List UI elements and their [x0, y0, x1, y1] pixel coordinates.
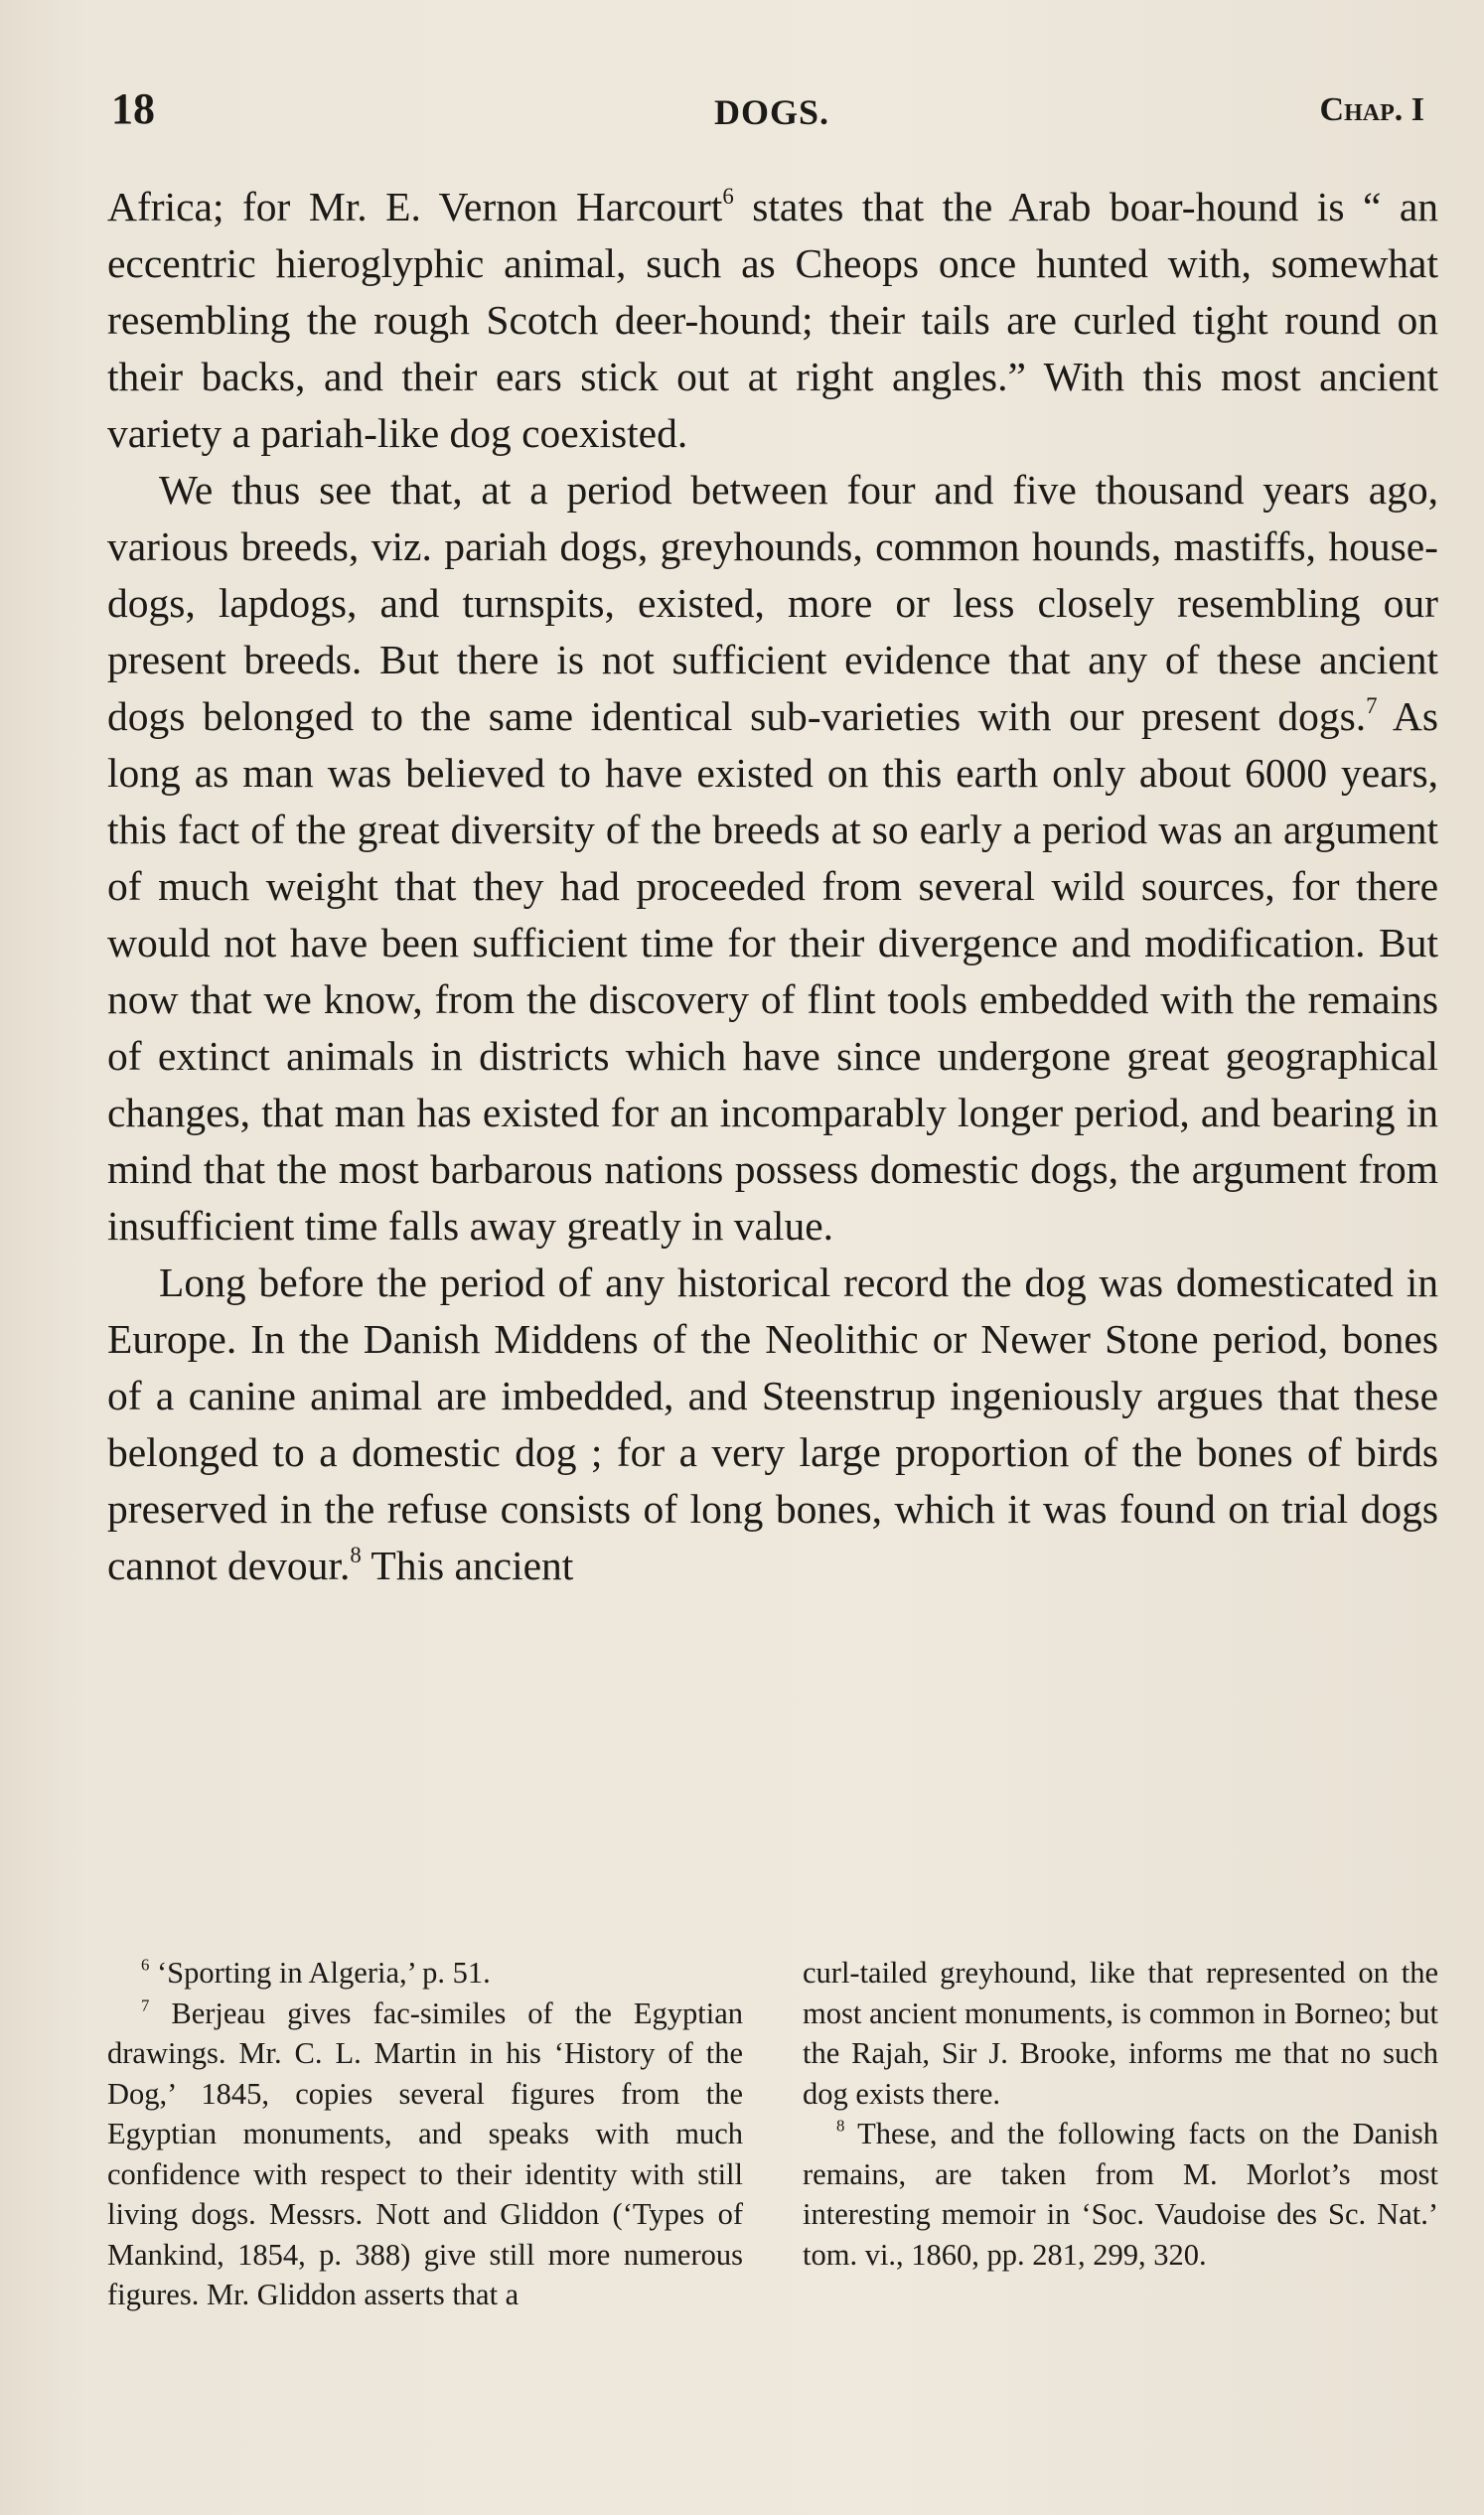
paragraph-1-text-b: states that the Arab boar-hound is “ an eccentric hieroglyphic animal, such as Cheops once hunted with, somewhat resembling the rough Scotch deer-hound; their tails are curled tight round on their backs, and their ears stick out at right angles.” With this most ancient variety a pariah-like dog coexisted. [107, 184, 1438, 456]
page-header [111, 83, 1432, 143]
chapter-label: Chap. I [1319, 91, 1424, 128]
main-text [107, 179, 1438, 1594]
footnote-ref-7: 7 [1366, 692, 1378, 718]
paragraph-2-text-b: As long as man was believed to have existed on this earth only about 6000 years, this fact of the great diversity of the breeds at so early a period was an argument of much weight that they had proceeded from several wild sources, for there would not have been sufficient time for their divergence and modification. But now that we know, from the discovery of flint tools embedded with the remains of extinct animals in districts which have since undergone great geographical changes, that man has existed for an incomparably longer period, and bearing in mind that the most barbarous nations possess domestic dogs, the argument from insufficient time falls away greatly in value. [107, 693, 1438, 1249]
footnote-7-mark: 7 [141, 1995, 150, 2014]
paragraph-3-text-b: This ancient [361, 1543, 574, 1588]
footnote-7 [107, 1994, 743, 2315]
footnotes-right-column [803, 1953, 1438, 2275]
page-number: 18 [111, 84, 155, 133]
footnote-6-text: ‘Sporting in Algeria,’ p. 51. [149, 1956, 491, 1990]
footnote-7-text: Berjeau gives fac-similes of the Egyptian drawings. Mr. C. L. Martin in his ‘History of the Dog,’ 1845, copies several figures from the Egyptian monuments, and speaks with much confidence with respect to their identity with still living dogs. Messrs. Nott and Gliddon (‘Types of Mankind, 1854, p. 388) give still more numerous figures. Mr. Gliddon asserts that a [107, 1996, 743, 2311]
paragraph-2-text-a: We thus see that, at a period between four and five thousand years ago, various breeds, viz. pariah dogs, greyhounds, common hounds, mastiffs, house-dogs, lapdogs, and turnspits, existed, more or less closely resembling our present breeds. But there is not sufficient evidence that any of these ancient dogs belonged to the same identical sub-varieties with our present dogs. [107, 467, 1438, 739]
paragraph-3-text-a: Long before the period of any historical record the dog was domesticated in Europe. In the Danish Middens of the Neolithic or Newer Stone period, bones of a canine animal are imbedded, and Steenstrup ingeniously argues that these belonged to a domestic dog ; for a very large proportion of the bones of birds preserved in the refuse consists of long bones, which it was found on trial dogs cannot devour. [107, 1259, 1438, 1588]
footnote-8-mark: 8 [836, 2116, 845, 2136]
footnotes-left-column [107, 1953, 743, 2315]
running-head: DOGS. [713, 92, 830, 132]
footnote-6 [107, 1953, 743, 1994]
footnote-ref-6: 6 [722, 183, 734, 209]
paragraph-2 [107, 462, 1438, 1255]
footnote-8-text: These, and the following facts on the Danish remains, are taken from M. Morlot’s most interesting memoir in ‘Soc. Vaudoise des Sc. Nat.’ tom. vi., 1860, pp. 281, 299, 320. [803, 2117, 1438, 2272]
paragraph-1-text-a: Africa; for Mr. E. Vernon Harcourt [107, 184, 723, 229]
footnote-6-mark: 6 [141, 1955, 150, 1975]
footnotes [107, 1953, 1438, 2410]
paragraph-3 [107, 1255, 1438, 1594]
footnote-7-continued: curl-tailed greyhound, like that represented on the most ancient monuments, is common in Borneo; but the Rajah, Sir J. Brooke, informs me that no such dog exists there. [803, 1956, 1438, 2111]
paragraph-1 [107, 179, 1438, 462]
footnote-8 [803, 2114, 1438, 2275]
footnote-ref-8: 8 [350, 1542, 362, 1567]
